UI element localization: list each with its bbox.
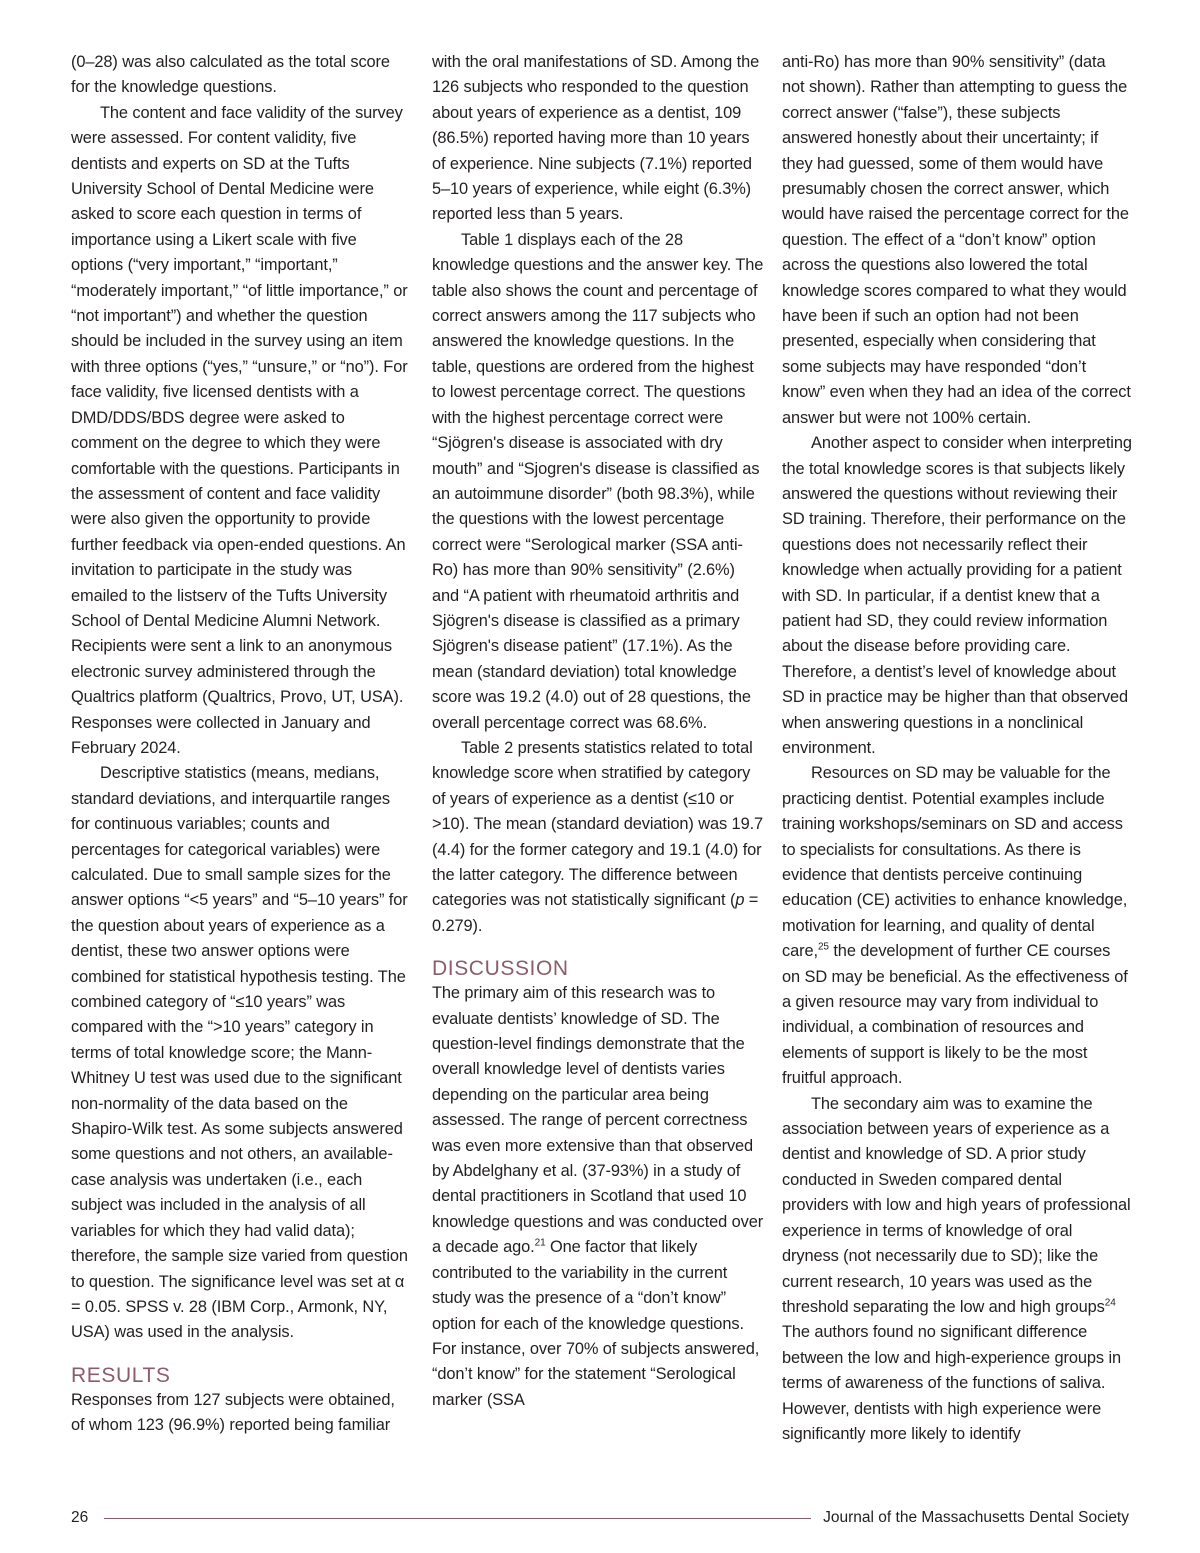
text-column-1 [71,50,411,1439]
paragraph: (0–28) was also calculated as the total score for the knowledge questions. [71,53,390,97]
paragraph: Table 1 displays each of the 28 knowledge questions and the answer key. The table also shows the count and percentage of correct answers among the 117 subjects who answered the knowledge questions. In the table, questions are ordered from the highest to lowest percentage correct. The questions with the highest percentage correct were “Sjögren's disease is associated with dry mouth” and “Sjogren's disease is classified as an autoimmune disorder” (both 98.3%), while the questions with the lowest percentage correct were “Serological marker (SSA anti-Ro) has more than 90% sensitivity” (2.6%) and “A patient with rheumatoid arthritis and Sjögren's disease is classified as a primary Sjögren's disease patient” (17.1%). As the mean (standard deviation) total knowledge score was 19.2 (4.0) out of 28 questions, the overall percentage correct was 68.6%. [432,230,764,732]
paragraph: with the oral manifestations of SD. Among the 126 subjects who responded to the question about years of experience as a dentist, 109 (86.5%) reported having more than 10 years of experience. Nine subjects (7.1%) reported 5–10 years of experience, while eight (6.3%) reported less than 5 years. [432,53,760,224]
paragraph [432,981,764,1413]
discussion-heading: DISCUSSION [432,957,569,981]
paragraph: anti-Ro) has more than 90% sensitivity” (data not shown). Rather than attempting to guess the correct answer (“false”), these subjects answered honestly about their uncertainty; if they had guessed, some of them would have presumably chosen the correct answer, which would have raised the percentage correct for the question. The effect of a “don’t know” option across the questions also lowered the total knowledge scores compared to what they would have been if such an option had not been presented, especially when considering that some subjects may have responded “don’t know” even when they had an idea of the correct answer but were not 100% certain. [782,53,1131,427]
paragraph: Another aspect to consider when interpreting the total knowledge scores is that subjects likely answered the questions without reviewing their SD training. Therefore, their performance on the questions does not necessarily reflect their knowledge when actually providing for a patient with SD. In particular, if a dentist knew that a patient had SD, they could review information about the disease before providing care. Therefore, a dentist’s level of knowledge about SD in practice may be higher than that observed when answering questions in a nonclinical environment. [782,434,1132,757]
footer-rule [104,1518,811,1519]
text-run: The secondary aim was to examine the association between years of experience as a dentist and knowledge of SD. A prior study conducted in Sweden compared dental providers with low and high years of professional experience in terms of knowledge of oral dryness (not necessarily due to SD); like the current research, 10 years was used as the threshold separating the low and high groups [782,1094,1131,1316]
reference-superscript: 24 [1104,1297,1116,1309]
paragraph: Responses from 127 subjects were obtained, of whom 123 (96.9%) reported being familiar [71,1390,395,1435]
text-run: Table 2 presents statistics related to total knowledge score when stratified by category of years of experience as a dentist (≤10 or >10). The mean (standard deviation) was 19.7 (4.4) for the former category and 19.1 (4.0) for the latter category. The difference between categories was not statistically significant ( [432,738,764,910]
p-value-symbol: p [735,891,745,910]
results-heading: RESULTS [71,1363,171,1387]
paragraph: Descriptive statistics (means, medians, standard deviations, and interquartile ranges for continuous variables; counts and percentages for categorical variables) were calculated. Due to small sample sizes for the answer options “<5 years” and “5–10 years” for the question about years of experience as a dentist, these two answer options were combined for statistical hypothesis testing. The combined category of “≤10 years” was compared with the “>10 years” category in terms of total knowledge score; the Mann-Whitney U test was used due to the significant non-normality of the data based on the Shapiro-Wilk test. As some subjects answered some questions and not others, an available-case analysis was undertaken (i.e., each subject was included in the analysis of all variables for which they had valid data); therefore, the sample size varied from question to question. The significance level was set at α = 0.05. SPSS v. 28 (IBM Corp., Armonk, NY, USA) was used in the analysis. [71,764,408,1342]
text-run: One factor that likely contributed to the variability in the current study was the presence of a “don’t know” option for each of the knowledge questions. For instance, over 70% of subjects answered, “don’t know” for the statement “Serological marker (SSA [432,1238,760,1409]
text-run: The primary aim of this research was to evaluate dentists’ knowledge of SD. The question-level findings demonstrate that the overall knowledge level of dentists varies depending on the particular area being assessed. The range of percent correctness was even more extensive than that observed by Abdelghany et al. (37-93%) in a study of dental practitioners in Scotland that used 10 knowledge questions and was conducted over a decade ago. [432,984,764,1257]
reference-superscript: 21 [534,1237,546,1249]
paragraph [432,736,764,939]
journal-name: Journal of the Massachusetts Dental Society [823,1509,1129,1526]
page-number: 26 [71,1509,89,1526]
text-run: The authors found no significant difference between the low and high-experience groups in terms of awareness of the functions of saliva. However, dentists with high experience were significantly more likely to identify [782,1323,1122,1443]
paragraph [782,1092,1132,1448]
text-run: = 0.279). [432,891,759,935]
paragraph: The content and face validity of the survey were assessed. For content validity, five dentists and experts on SD at the Tufts University School of Dental Medicine were asked to score each question in terms of importance using a Likert scale with five options (“very important,” “important,” “moderately important,” “of little importance,” or “not important”) and whether the question should be included in the survey using an item with three options (“yes,” “unsure,” or “no”). For face validity, five licensed dentists with a DMD/DDS/BDS degree were asked to comment on the degree to which they were comfortable with the questions. Participants in the assessment of content and face validity were also given the opportunity to provide further feedback via open-ended questions. An invitation to participate in the study was emailed to the listserv of the Tufts University School of Dental Medicine Alumni Network. Recipients were sent a link to an anonymous electronic survey administered through the Qualtrics platform (Qualtrics, Provo, UT, USA). Responses were collected in January and February 2024. [71,103,408,757]
page-footer [71,1506,1129,1530]
text-run: the development of further CE courses on SD may be beneficial. As the effectiveness of a given resource may vary from individual to individual, a combination of resources and elements of support is likely to be the most fruitful approach. [782,942,1128,1088]
paragraph [782,761,1132,1091]
text-run: Resources on SD may be valuable for the practicing dentist. Potential examples include training workshops/seminars on SD and access to specialists for consultations. As there is evidence that dentists perceive continuing education (CE) activities to enhance knowledge, motivation for learning, and quality of dental care, [782,764,1128,961]
reference-superscript: 25 [817,941,829,953]
text-column-2 [432,50,764,1413]
text-column-3 [782,50,1132,1447]
